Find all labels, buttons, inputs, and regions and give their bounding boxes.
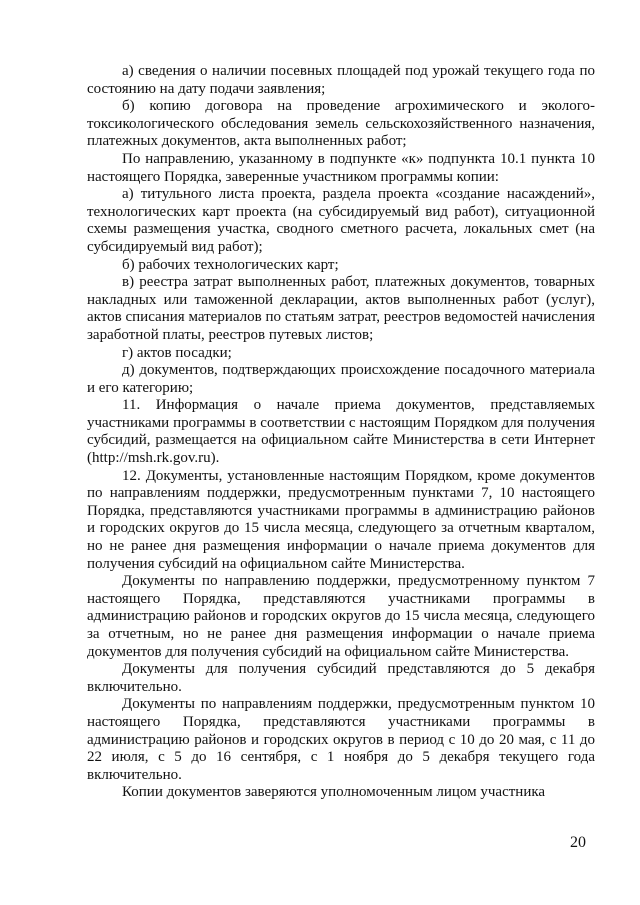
paragraph-7: г) актов посадки; bbox=[122, 344, 232, 361]
paragraph-5: б) рабочих технологических карт; bbox=[122, 256, 339, 273]
paragraph-1: а) сведения о наличии посевных площадей под урожай текущего года по состоянию на дату подачи заявления; bbox=[87, 63, 595, 97]
paragraph-11: Документы по направлению поддержки, предусмотренному пунктом 7 настоящего Порядка, представляются участниками программы в администрацию районов и городских округов до 15 числа месяца, следующего за отчетным, но не ранее дня размещения информации о начале приема документов для получения субсидий на официальном сайте Министерства. bbox=[87, 573, 595, 660]
paragraph-9: 11. Информация о начале приема документов, представляемых участниками программы в соответствии с настоящим Порядком для получения субсидий, размещается на официальном сайте Министерства в сети Интернет (http://msh.rk.gov.ru). bbox=[87, 397, 595, 467]
paragraph-10: 12. Документы, установленные настоящим Порядком, кроме документов по направлениям поддержки, предусмотренным пунктами 7, 10 настоящего Порядка, представляются участниками программы в администрацию районов и городских округов до 15 числа месяца, следующего за отчетным кварталом, но не ранее дня размещения информации о начале приема документов для получения субсидий на официальном сайте Министерства. bbox=[87, 467, 595, 572]
paragraph-12: Документы для получения субсидий представляются до 5 декабря включительно. bbox=[87, 661, 595, 695]
page-number: 20 bbox=[570, 834, 586, 851]
paragraph-4: а) титульного листа проекта, раздела проекта «создание насаждений», технологических карт проекта (на субсидируемый вид работ), ситуационной схемы размещения участка, сводного сметного расчета, локальных смет (на субсидируемый вид работ); bbox=[87, 186, 595, 255]
paragraph-2: б) копию договора на проведение агрохимического и эколого-токсикологического обследования земель сельскохозяйственного назначения, платежных документов, акта выполненных работ; bbox=[87, 98, 595, 150]
paragraph-13: Документы по направлениям поддержки, предусмотренным пунктом 10 настоящего Порядка, представляются участниками программы в администрацию районов и городских округов в период с 10 до 20 мая, с 11 до 22 июля, с 5 до 16 сентября, с 1 ноября до 5 декабря текущего года включительно. bbox=[87, 696, 595, 783]
paragraph-6: в) реестра затрат выполненных работ, платежных документов, товарных накладных или таможенной декларации, актов выполненных работ (услуг), актов списания материалов по статьям затрат, реестров ведомостей начисления заработной платы, реестров путевых листов; bbox=[87, 274, 595, 343]
paragraph-14: Копии документов заверяются уполномоченным лицом участника bbox=[122, 784, 546, 801]
document-body bbox=[87, 63, 595, 843]
paragraph-3: По направлению, указанному в подпункте «к» подпункта 10.1 пункта 10 настоящего Порядка, заверенные участником программы копии: bbox=[87, 150, 595, 185]
paragraph-8: д) документов, подтверждающих происхождение посадочного материала и его категорию; bbox=[87, 362, 595, 396]
